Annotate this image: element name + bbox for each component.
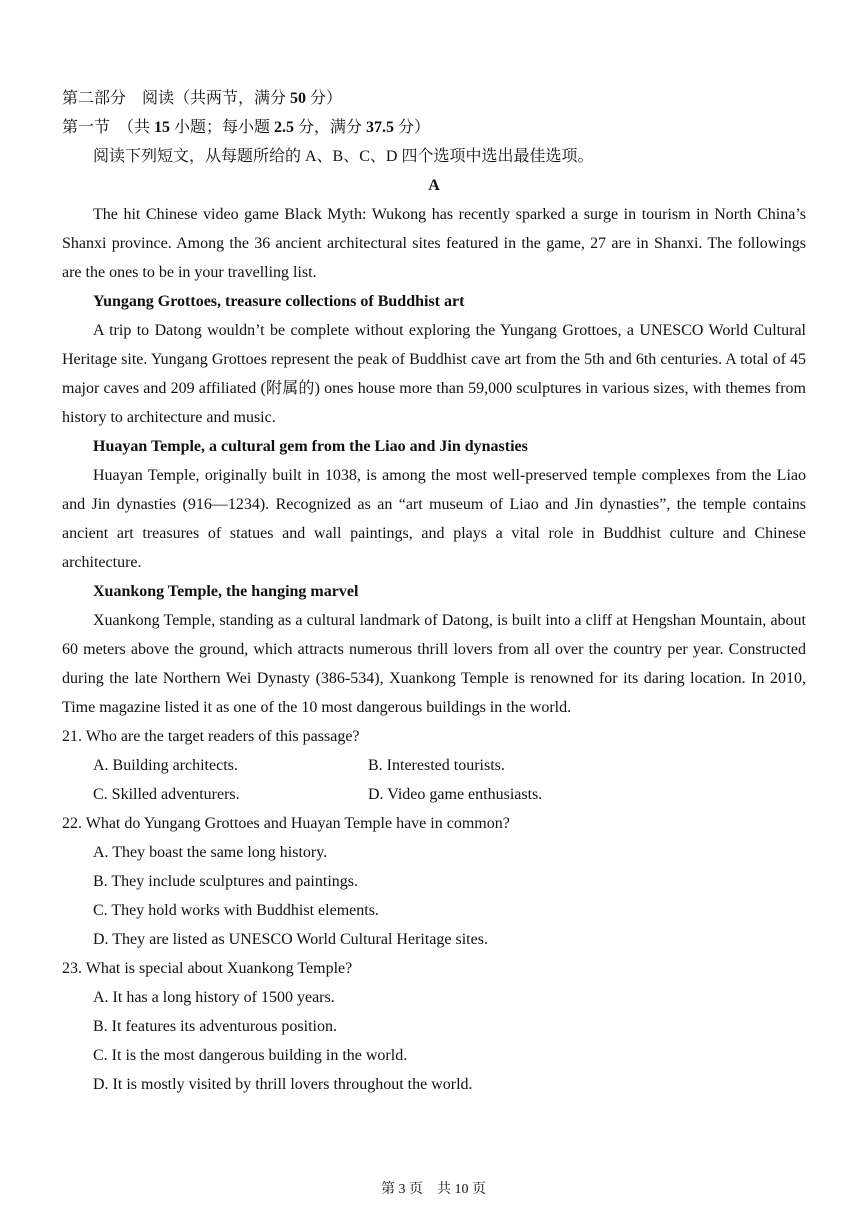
section-text: 分） — [394, 119, 431, 136]
part-score: 50 — [290, 90, 307, 107]
passage-intro: The hit Chinese video game Black Myth: Wukong has recently sparked a surge in tourism in North China’s Shanxi province. Among the 36 ancient architectural sites featured in the game, 27 are in Shanxi. The followings are the ones to be in your travelling list. — [62, 206, 806, 281]
section-text: 小题；每小题 — [170, 119, 275, 136]
option: B. Interested tourists. — [368, 757, 505, 774]
section-text: Huayan Temple, originally built in 1038, is among the most well-preserved temple complexes from the Liao and Jin dynasties (916—1234). Recognized as an “art museum of Liao and Jin dynasties”, the temple contains ancient art treasures of statues and wall paintings, and plays a vital role in Buddhist culture and Chinese architecture. — [62, 467, 806, 571]
part-text: 第二部分 阅读（共两节，满分 — [62, 90, 291, 107]
section-title: Yungang Grottoes, treasure collections of Buddhist art — [93, 293, 465, 310]
section-text: 第一节 （共 — [62, 119, 155, 136]
option-row — [62, 780, 806, 809]
question-stem: 23. What is special about Xuankong Temple? — [62, 960, 353, 977]
page-number: 第 3 页 共 10 页 — [381, 1182, 486, 1197]
total-score: 37.5 — [366, 119, 395, 136]
question-count: 15 — [154, 119, 171, 136]
per-question-score: 2.5 — [274, 119, 295, 136]
section-text: A trip to Datong wouldn’t be complete without exploring the Yungang Grottoes, a UNESCO World Cultural Heritage site. Yungang Grottoes represent the peak of Buddhist cave art from the 5th and 6th centuries. A total of 45 major caves and 209 affiliated (附属的) ones house more than 59,000 sculptures in various sizes, with themes from history to architecture and music. — [62, 322, 806, 426]
part-heading — [62, 84, 806, 113]
part-text-end: 分） — [306, 90, 343, 107]
option: C. They hold works with Buddhist elements. — [93, 902, 379, 919]
option: D. It is mostly visited by thrill lovers throughout the world. — [93, 1076, 473, 1093]
section-text: Xuankong Temple, standing as a cultural landmark of Datong, is built into a cliff at Hengshan Mountain, about 60 meters above the ground, which attracts numerous thrill lovers from all over the country per year. Constructed during the late Northern Wei Dynasty (386-534), Xuankong Temple is renowned for its daring location. In 2010, Time magazine listed it as one of the 10 most dangerous buildings in the world. — [62, 612, 806, 716]
option: B. It features its adventurous position. — [93, 1018, 337, 1035]
question-stem: 21. Who are the target readers of this passage? — [62, 728, 360, 745]
option: B. They include sculptures and paintings. — [93, 873, 358, 890]
instruction: 阅读下列短文，从每题所给的 A、B、C、D 四个选项中选出最佳选项。 — [93, 148, 594, 165]
exam-page — [62, 84, 806, 1099]
option: D. Video game enthusiasts. — [368, 786, 543, 803]
section-title: Xuankong Temple, the hanging marvel — [93, 583, 359, 600]
section-heading — [62, 113, 806, 142]
option-row — [62, 751, 806, 780]
question-stem: 22. What do Yungang Grottoes and Huayan Temple have in common? — [62, 815, 510, 832]
option: A. Building architects. — [93, 757, 238, 774]
section-text: 分，满分 — [294, 119, 367, 136]
option: D. They are listed as UNESCO World Cultural Heritage sites. — [93, 931, 488, 948]
option: C. Skilled adventurers. — [93, 786, 240, 803]
option: C. It is the most dangerous building in the world. — [93, 1047, 408, 1064]
option: A. It has a long history of 1500 years. — [93, 989, 335, 1006]
section-title: Huayan Temple, a cultural gem from the Liao and Jin dynasties — [93, 438, 528, 455]
option: A. They boast the same long history. — [93, 844, 328, 861]
passage-label: A — [428, 177, 440, 194]
